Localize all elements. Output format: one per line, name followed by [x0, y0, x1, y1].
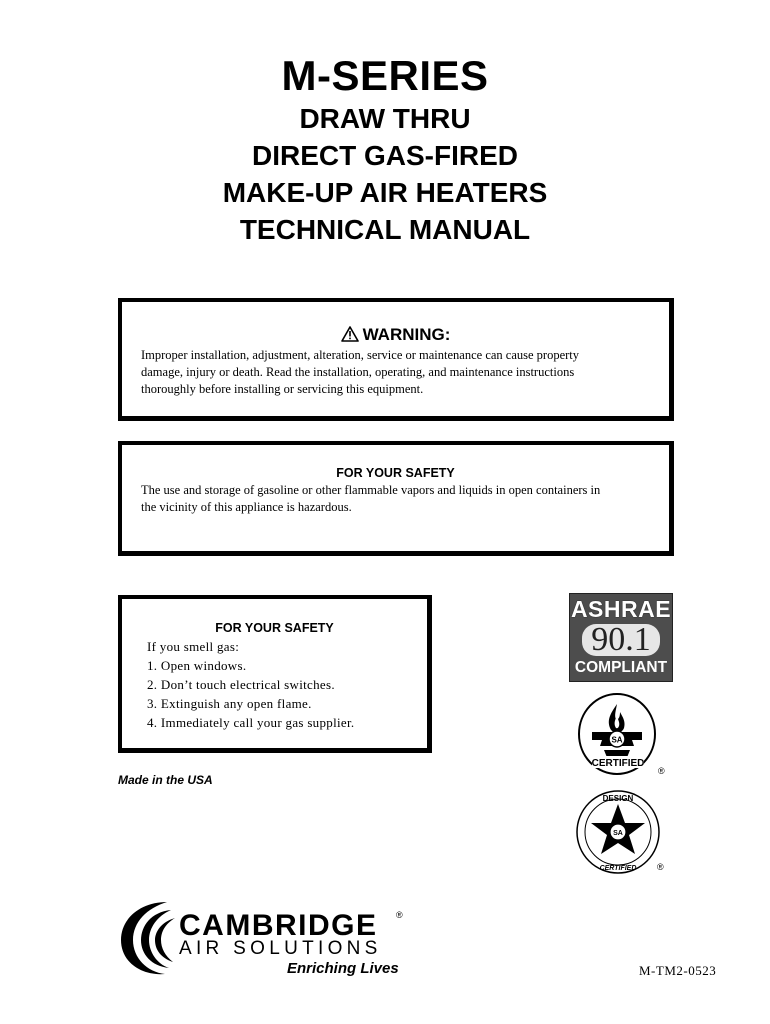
logo-subtitle: AIR SOLUTIONS [179, 938, 382, 959]
cambridge-logo [117, 896, 417, 982]
ashrae-title: ASHRAE [570, 596, 672, 622]
logo-tagline: Enriching Lives [287, 960, 399, 977]
warning-line-2: damage, injury or death. Read the installation, operating, and maintenance instructions [141, 365, 575, 379]
safety-2-line-3: 2. Don’t touch electrical switches. [147, 677, 335, 692]
safety-2-line-1: If you smell gas: [147, 639, 240, 654]
ashrae-compliant: COMPLIANT [574, 659, 668, 676]
safety-2-line-4: 3. Extinguish any open flame. [147, 696, 312, 711]
logo-reg-mark: ® [396, 910, 403, 920]
subtitle-line-2: DIRECT GAS-FIRED [252, 140, 518, 171]
warning-triangle-icon [341, 326, 359, 342]
document-code: M-TM2-0523 [639, 963, 717, 978]
design-mark: SA [613, 830, 623, 837]
page-title: M-SERIES [281, 52, 489, 99]
csa-certified-seal [574, 692, 674, 784]
warning-box [118, 298, 674, 421]
design-top-label: DESIGN [602, 794, 634, 803]
design-certified-seal [574, 786, 674, 880]
safety-heading-2: FOR YOUR SAFETY [215, 621, 334, 635]
design-bottom-label: CERTIFIED [599, 865, 637, 872]
safety-heading-1: FOR YOUR SAFETY [336, 466, 455, 480]
cambridge-swirl-icon [117, 896, 179, 980]
warning-line-1: Improper installation, adjustment, alteration, service or maintenance can cause property [141, 348, 580, 362]
safety-box-gas-smell [118, 595, 432, 753]
csa-certified-label: CERTIFIED [591, 758, 645, 769]
warning-line-3: thoroughly before installing or servicing this equipment. [141, 382, 424, 396]
design-reg-mark: ® [657, 862, 664, 872]
safety-text-2 [122, 637, 427, 732]
safety-text-1 [122, 482, 669, 516]
safety-1-line-1: The use and storage of gasoline or other flammable vapors and liquids in open containers in [141, 483, 601, 497]
subtitle-line-4: TECHNICAL MANUAL [239, 214, 531, 245]
csa-mark: SA [611, 735, 623, 745]
warning-text [122, 347, 669, 398]
logo-wordmark: CAMBRIDGE [179, 909, 378, 942]
subtitle-line-3: MAKE-UP AIR HEATERS [222, 177, 548, 208]
safety-2-line-5: 4. Immediately call your gas supplier. [147, 715, 355, 730]
ashrae-number: 90.1 [582, 624, 660, 656]
made-in-label: Made in the USA [118, 773, 213, 787]
subtitle-line-1: DRAW THRU [299, 103, 471, 134]
csa-reg-mark: ® [658, 766, 665, 776]
warning-heading-text: WARNING: [362, 325, 451, 344]
safety-box-vapors [118, 441, 674, 556]
safety-2-line-2: 1. Open windows. [147, 658, 247, 673]
ashrae-badge [569, 593, 673, 682]
title-block [0, 52, 770, 248]
safety-1-line-2: the vicinity of this appliance is hazardous. [141, 500, 352, 514]
warning-heading [122, 323, 669, 347]
